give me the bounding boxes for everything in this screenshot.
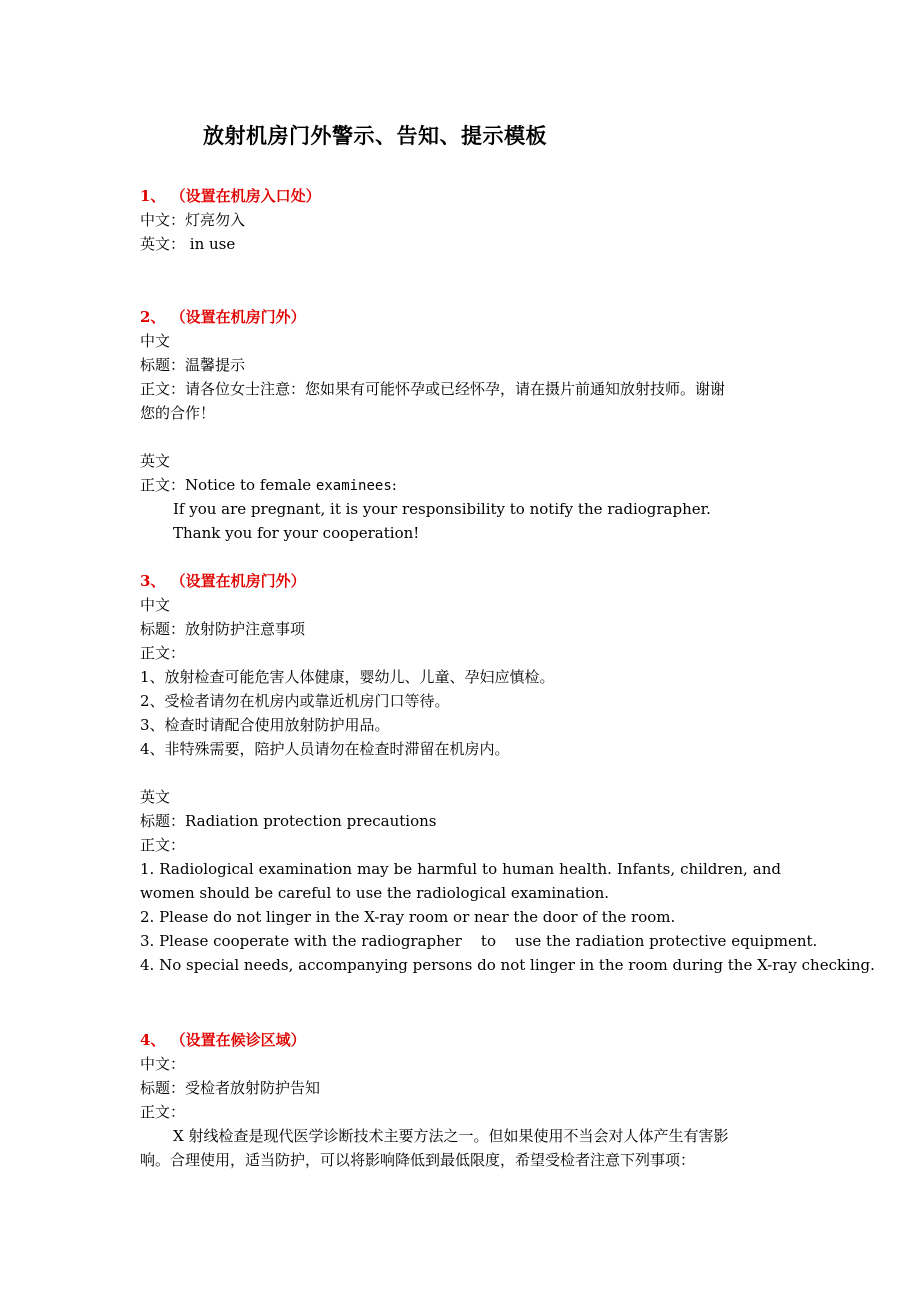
section-4-zh-label: 中文： <box>140 1055 186 1073</box>
section-4 <box>140 1028 781 1172</box>
section-2 <box>140 305 781 545</box>
section-4-paragraph-2: 响。合理使用，适当防护，可以将影响降低到最低限度，希望受检者注意下列事项： <box>140 1151 696 1169</box>
section-2-en-label: 英文 <box>140 452 171 470</box>
section-3-zh-item: 1、放射检查可能危害人体健康，婴幼儿、儿童、孕妇应慎检。 <box>140 668 555 686</box>
section-3-en-item-1b: women should be careful to use the radiological examination. <box>140 884 610 902</box>
section-3-zh-label: 中文 <box>140 596 171 614</box>
section-3-en-body: 正文： <box>140 836 186 854</box>
en-body-mono: examinees <box>315 478 392 494</box>
section-3-heading: 3、 （设置在机房门外） <box>140 572 306 590</box>
section-4-zh-title: 标题：受检者放射防护告知 <box>140 1079 321 1097</box>
section-2-zh-body-1: 正文：请各位女士注意：您如果有可能怀孕或已经怀孕，请在摄片前通知放射技师。谢谢 <box>140 380 726 398</box>
section-3-en-label: 英文 <box>140 788 171 806</box>
section-3-zh-body: 正文： <box>140 644 186 662</box>
section-4-zh-body: 正文： <box>140 1103 186 1121</box>
section-4-heading: 4、 （设置在候诊区域） <box>140 1031 306 1049</box>
section-2-zh-body-2: 您的合作！ <box>140 404 216 422</box>
document-title: 放射机房门外警示、告知、提示模板 <box>203 123 547 148</box>
section-2-zh-label: 中文 <box>140 332 171 350</box>
section-3-en-title: 标题：Radiation protection precautions <box>140 812 437 830</box>
section-3-zh-item: 2、受检者请勿在机房内或靠近机房门口等待。 <box>140 692 450 710</box>
en-body-suffix: : <box>391 476 397 494</box>
section-3-en-item-3: 3. Please cooperate with the radiographer to use the radiation protective equipment. <box>140 932 818 950</box>
section-1-chinese: 中文：灯亮勿入 <box>140 211 246 229</box>
section-3-zh-item: 3、检查时请配合使用放射防护用品。 <box>140 716 390 734</box>
section-2-en-body <box>140 473 781 497</box>
section-3-en-item-1a: 1. Radiological examination may be harmful to human health. Infants, children, and <box>140 860 781 878</box>
section-1 <box>140 184 781 256</box>
section-3-en-item-4: 4. No special needs, accompanying persons do not linger in the room during the X-ray checking. <box>140 956 875 974</box>
section-1-english: 英文： in use <box>140 235 236 253</box>
section-3-zh-title: 标题：放射防护注意事项 <box>140 620 306 638</box>
section-3-zh-item: 4、非特殊需要，陪护人员请勿在检查时滞留在机房内。 <box>140 740 510 758</box>
section-2-en-line-2: Thank you for your cooperation! <box>173 524 420 542</box>
section-1-heading: 1、 （设置在机房入口处） <box>140 187 321 205</box>
section-4-paragraph-1: X 射线检查是现代医学诊断技术主要方法之一。但如果使用不当会对人体产生有害影 <box>173 1127 729 1145</box>
section-2-en-line-1: If you are pregnant, it is your responsibility to notify the radiographer. <box>173 500 711 518</box>
section-3 <box>140 569 875 977</box>
section-2-zh-title: 标题：温馨提示 <box>140 356 246 374</box>
section-3-en-item-2: 2. Please do not linger in the X-ray room or near the door of the room. <box>140 908 676 926</box>
section-2-heading: 2、 （设置在机房门外） <box>140 308 306 326</box>
en-body-prefix: 正文：Notice to female <box>140 476 316 494</box>
